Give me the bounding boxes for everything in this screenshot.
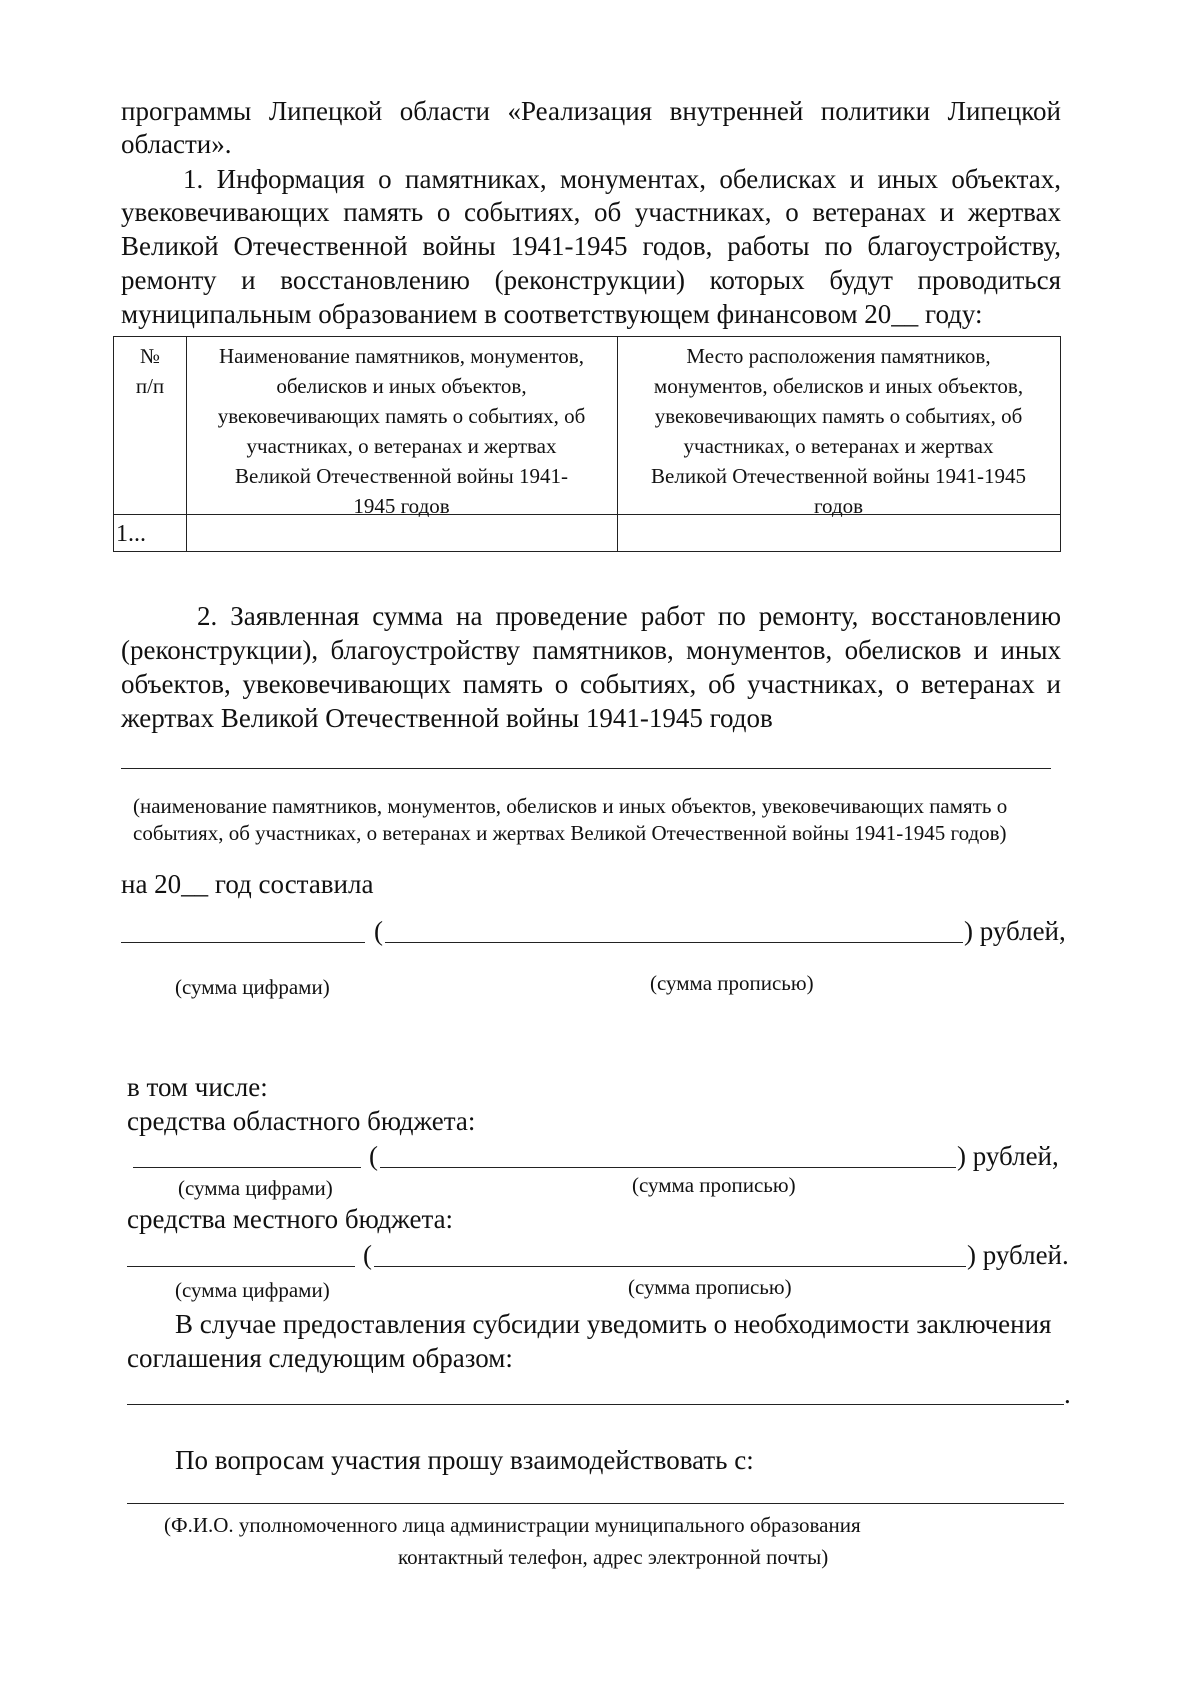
local-rubles-suffix: ) рублей. [967,1240,1069,1270]
section1-line-5: муниципальным образованием в соответствующем финансовом 20__ году: [121,299,983,329]
intro-line-2: области». [121,129,232,159]
total-digits-caption: (сумма цифрами) [175,975,330,999]
section2-line-1: 2. Заявленная сумма на проведение работ по ремонту, восстановлению [197,601,1061,631]
local-budget-label: средства местного бюджета: [127,1204,454,1234]
regional-budget-label: средства областного бюджета: [127,1106,476,1136]
local-digits-blank[interactable] [127,1266,355,1267]
total-digits-blank[interactable] [121,942,365,943]
section1-line-3: Великой Отечественной войны 1941-1945 годов, работы по благоустройству, [121,231,1061,261]
table-row-1-number: 1... [116,521,146,547]
regional-digits-caption: (сумма цифрами) [178,1176,333,1200]
object-name-caption-2: событиях, об участниках, о ветеранах и жертвах Великой Отечественной войны 1941-1945 годов) [133,821,1007,845]
notice-dot: . [1064,1379,1071,1409]
regional-open-paren: ( [369,1141,378,1171]
contact-caption-1: (Ф.И.О. уполномоченного лица администрации муниципального образования [164,1513,861,1537]
contact-caption-2: контактный телефон, адрес электронной почты) [398,1545,829,1569]
table-header-location: Место расположения памятников, монументов, обелисков и иных объектов, увековечивающих память о событиях, об участниках, о ветеранах и жертвах Великой Отечественной войны 1941-1945 годов [651,344,1026,518]
notice-line-1: В случае предоставления субсидии уведомить о необходимости заключения [175,1309,1052,1339]
total-rubles-suffix: ) рублей, [964,916,1066,946]
intro-line-1: программы Липецкой области «Реализация внутренней политики Липецкой [121,96,1061,126]
table-header-name: Наименование памятников, монументов, обелисков и иных объектов, увековечивающих память о событиях, об участниках, о ветеранах и жертвах Великой Отечественной войны 1941- 1945 годов [217,344,586,518]
regional-words-caption: (сумма прописью) [632,1173,796,1197]
section2-line-2: (реконструкции), благоустройству памятников, монументов, обелисков и иных [121,635,1061,665]
section1-line-1: 1. Информация о памятниках, монументах, обелисках и иных объектах, [183,164,1061,194]
section2-line-4: жертвах Великой Отечественной войны 1941-1945 годов [121,703,773,733]
local-open-paren: ( [363,1240,372,1270]
objects-table [113,336,1061,552]
contact-person-blank[interactable] [127,1503,1064,1504]
object-name-caption-1: (наименование памятников, монументов, обелисков и иных объектов, увековечивающих память о [133,794,1008,818]
table-header-number: № п/п [135,344,165,398]
section1-line-4: ремонту и восстановлению (реконструкции) которых будут проводиться [121,265,1061,295]
including-label: в том числе: [127,1072,268,1102]
section1-line-2: увековечивающих память о событиях, об участниках, о ветеранах и жертвах [121,197,1061,227]
section2-line-3: объектов, увековечивающих память о событиях, об участниках, о ветеранах и [121,669,1061,699]
regional-rubles-suffix: ) рублей, [957,1141,1059,1171]
total-words-caption: (сумма прописью) [650,971,814,995]
regional-digits-blank[interactable] [133,1167,361,1168]
local-words-caption: (сумма прописью) [628,1275,792,1299]
total-words-blank[interactable] [385,942,963,943]
total-open-paren: ( [374,916,383,946]
notice-line-2: соглашения следующим образом: [127,1343,513,1373]
year-line: на 20__ год составила [121,869,374,899]
local-digits-caption: (сумма цифрами) [175,1278,330,1302]
local-words-blank[interactable] [374,1266,966,1267]
contact-line: По вопросам участия прошу взаимодействовать с: [175,1445,754,1475]
notice-method-blank[interactable] [127,1404,1064,1405]
regional-words-blank[interactable] [380,1167,956,1168]
object-name-blank[interactable] [121,768,1051,769]
